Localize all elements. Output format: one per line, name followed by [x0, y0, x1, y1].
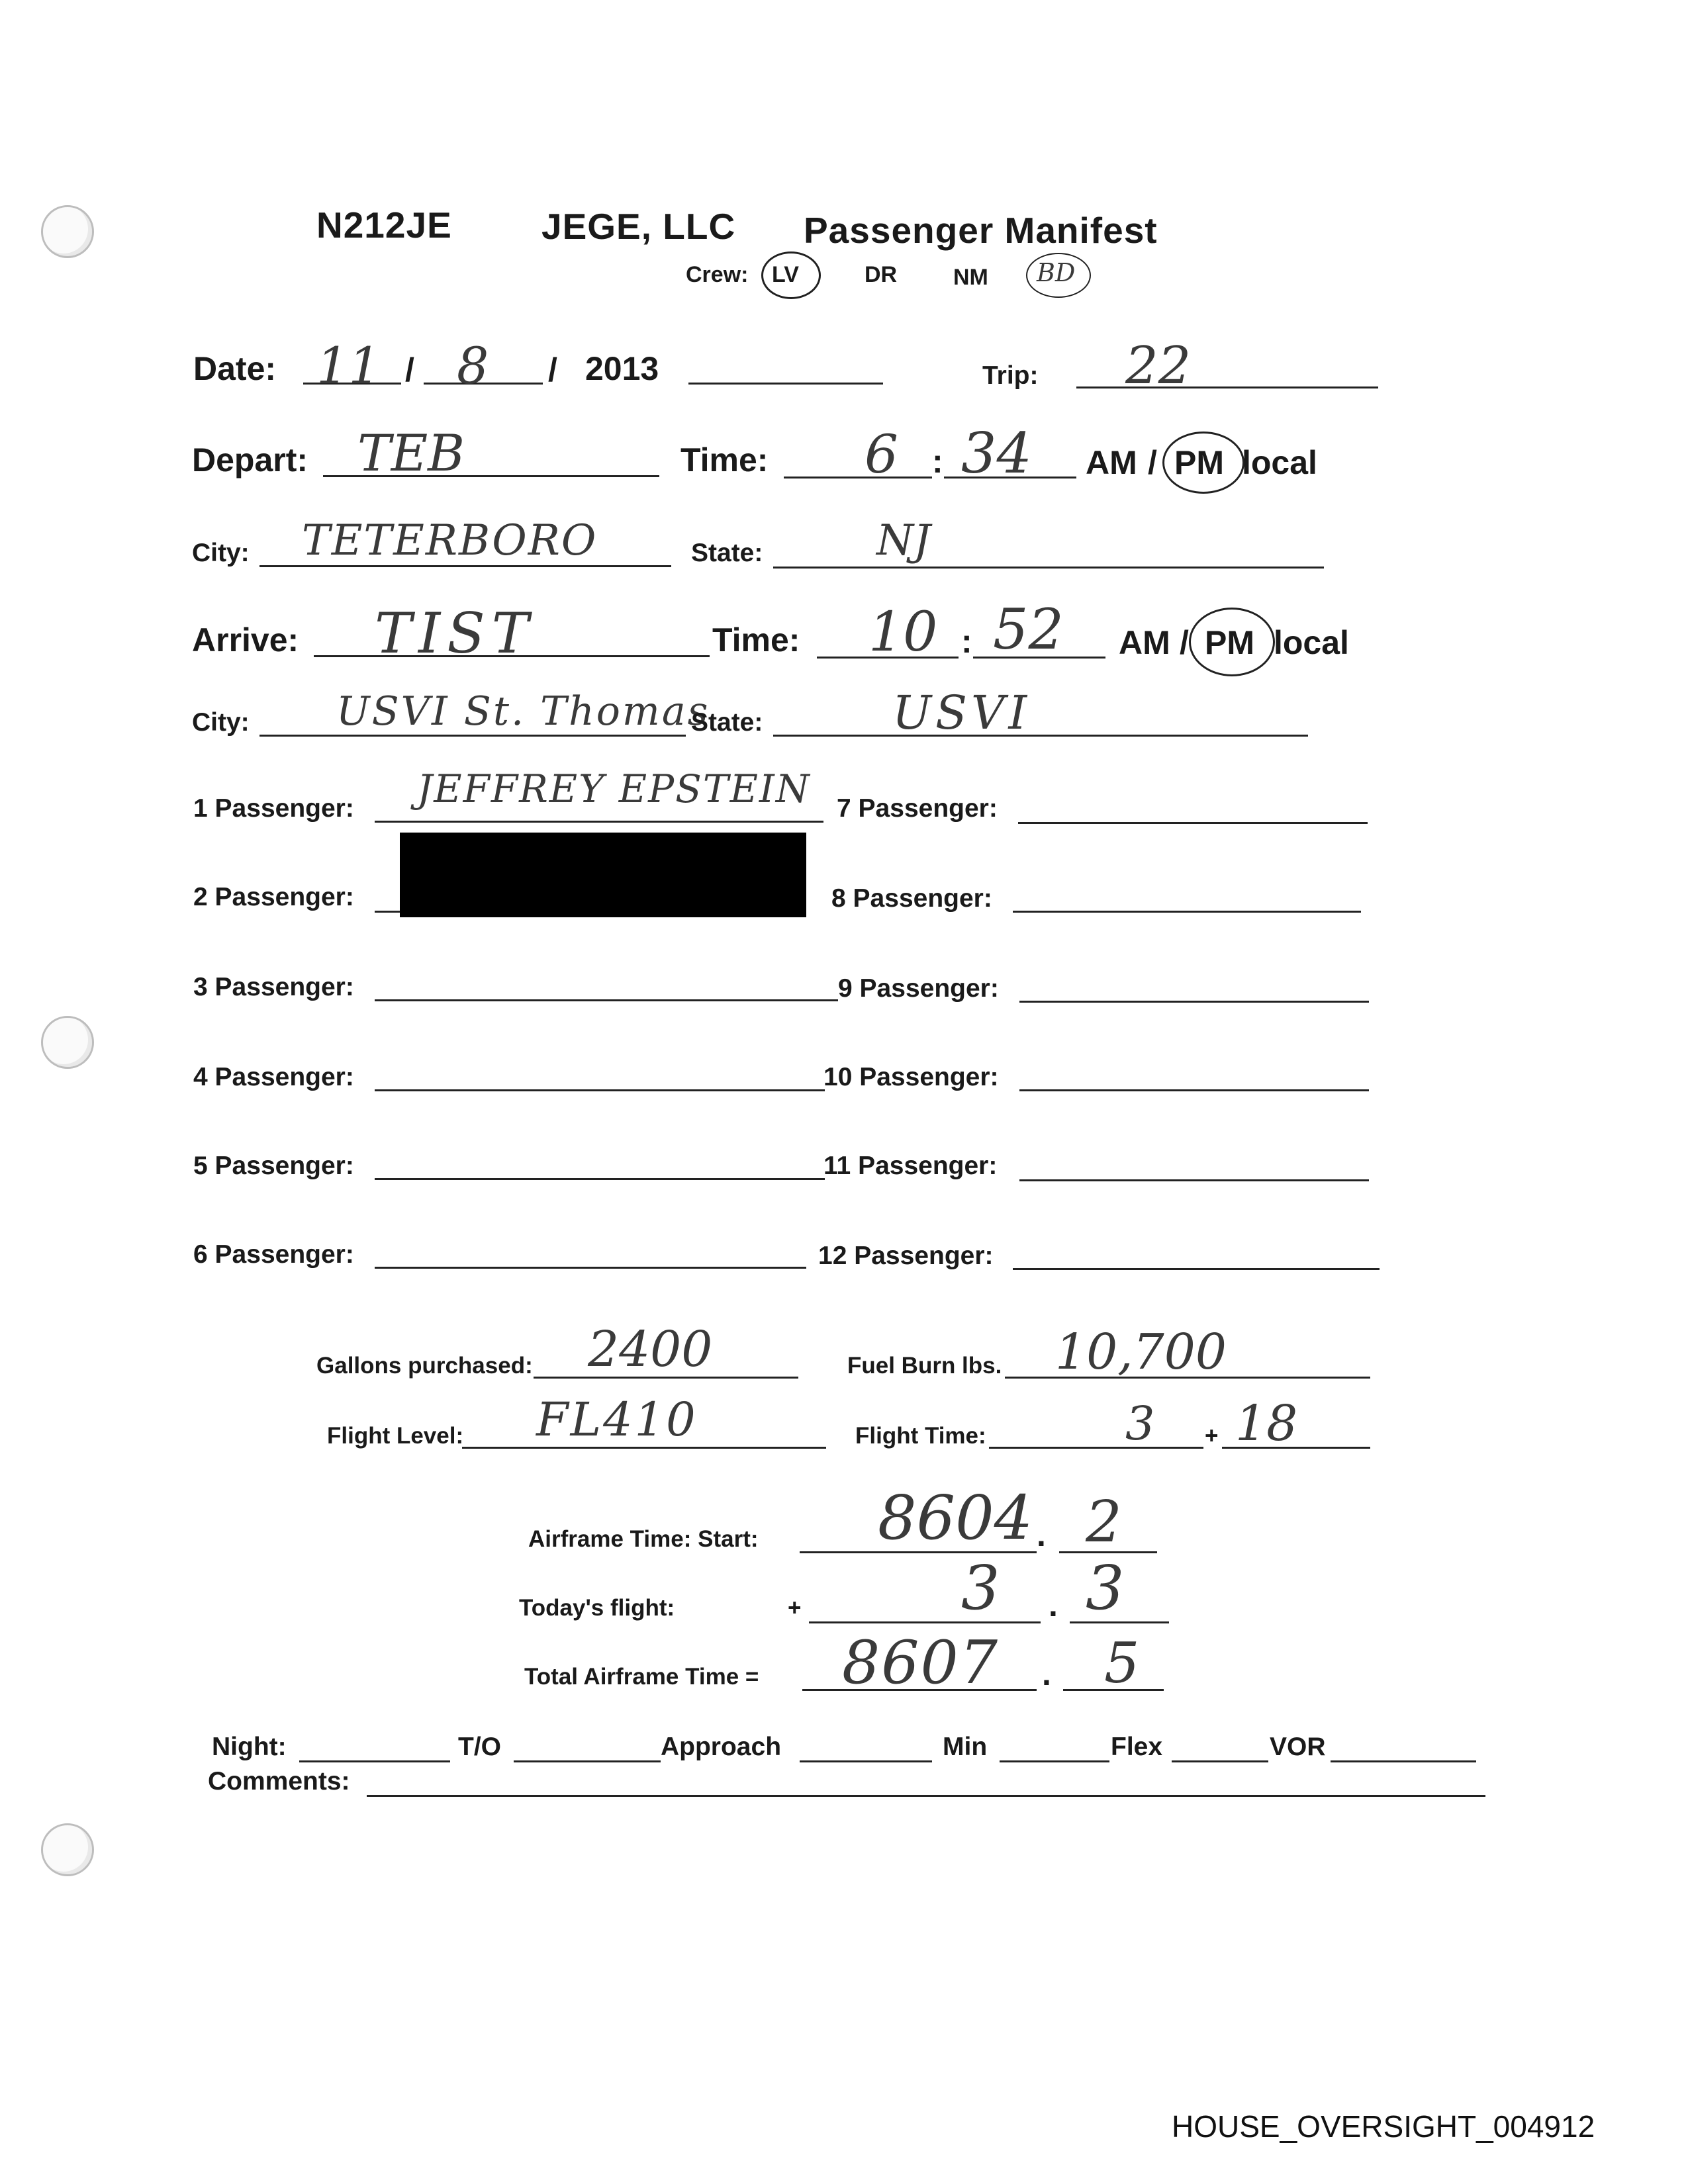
passenger-10-label: 10 Passenger: — [823, 1063, 999, 1091]
arrive-local: local — [1274, 624, 1349, 661]
trip-line — [1076, 387, 1378, 388]
flight-time-hours-line — [989, 1447, 1203, 1449]
arrive-pm-circle — [1189, 608, 1275, 676]
gallons-label: Gallons purchased: — [316, 1353, 533, 1379]
airframe-start-dot: . — [1037, 1516, 1046, 1553]
depart-hour: 6 — [865, 424, 898, 485]
bates-number: HOUSE_OVERSIGHT_004912 — [1172, 2109, 1595, 2144]
arrive-state-value: USVI — [892, 686, 1031, 740]
crew-bd-handwritten: BD — [1037, 258, 1076, 287]
airframe-start-whole: 8604 — [878, 1482, 1033, 1553]
arrive-state-label: State: — [691, 708, 763, 737]
binder-hole-middle — [41, 1016, 94, 1069]
passenger-6-line — [375, 1267, 806, 1269]
date-year-line — [688, 383, 883, 385]
passenger-2-redaction — [400, 833, 806, 917]
flight-time-hours: 3 — [1125, 1396, 1155, 1451]
depart-state-label: State: — [691, 539, 763, 567]
date-slash-2: / — [548, 351, 557, 388]
night-label: Night: — [212, 1733, 287, 1761]
passenger-4-label: 4 Passenger: — [193, 1063, 354, 1091]
min-label: Min — [943, 1733, 988, 1761]
approach-line — [800, 1760, 932, 1762]
arrive-slash: / — [1180, 624, 1189, 661]
flight-time-plus: + — [1205, 1423, 1219, 1449]
depart-pm-circle — [1162, 432, 1244, 494]
depart-time-label: Time: — [680, 441, 769, 478]
crew-nm: NM — [953, 265, 988, 290]
night-line — [299, 1760, 450, 1762]
depart-value: TEB — [357, 424, 465, 482]
gallons-value: 2400 — [588, 1321, 713, 1378]
arrive-value: TIST — [375, 601, 536, 666]
flight-time-minutes: 18 — [1235, 1395, 1298, 1452]
crew-lv: LV — [772, 262, 799, 287]
todays-flight-tenth: 3 — [1086, 1553, 1125, 1623]
passenger-8-label: 8 Passenger: — [831, 884, 992, 913]
passenger-8-line — [1013, 911, 1361, 913]
depart-label: Depart: — [192, 441, 308, 478]
date-slash-1: / — [405, 351, 414, 388]
depart-city-value: TETERBORO — [302, 516, 598, 565]
date-year: 2013 — [585, 350, 659, 387]
arrive-time-label: Time: — [712, 621, 800, 659]
passenger-1-line — [375, 821, 823, 823]
passenger-6-label: 6 Passenger: — [193, 1240, 354, 1269]
passenger-9-label: 9 Passenger: — [838, 974, 999, 1003]
passenger-4-line — [375, 1089, 825, 1091]
depart-minute: 34 — [961, 421, 1032, 486]
passenger-5-line — [375, 1178, 825, 1180]
fuel-burn-value: 10,700 — [1055, 1324, 1227, 1381]
passenger-10-line — [1019, 1089, 1369, 1091]
tail-number: N212JE — [316, 205, 452, 246]
passenger-3-line — [375, 999, 838, 1001]
passenger-1-label: 1 Passenger: — [193, 794, 354, 823]
depart-local: local — [1242, 444, 1317, 481]
depart-city-label: City: — [192, 539, 250, 567]
crew-lv-circle — [761, 251, 821, 299]
arrive-pm: PM — [1205, 624, 1254, 661]
passenger-5-label: 5 Passenger: — [193, 1152, 354, 1180]
binder-hole-bottom — [41, 1823, 94, 1876]
arrive-state-line — [773, 735, 1308, 737]
crew-label: Crew: — [686, 262, 749, 287]
approach-label: Approach — [661, 1733, 782, 1761]
to-line — [514, 1760, 661, 1762]
airframe-start-tenth: 2 — [1086, 1489, 1122, 1555]
depart-city-line — [259, 565, 671, 567]
comments-label: Comments: — [208, 1767, 350, 1796]
passenger-7-label: 7 Passenger: — [837, 794, 998, 823]
company-name: JEGE, LLC — [541, 206, 736, 247]
passenger-12-label: 12 Passenger: — [818, 1242, 994, 1270]
passenger-11-label: 11 Passenger: — [823, 1152, 998, 1180]
depart-am: AM — [1086, 444, 1137, 481]
flight-level-label: Flight Level: — [327, 1423, 464, 1449]
comments-line — [367, 1795, 1485, 1797]
depart-state-line — [773, 567, 1324, 569]
passenger-9-line — [1019, 1001, 1369, 1003]
airframe-start-label: Airframe Time: Start: — [528, 1526, 759, 1552]
arrive-city-value: USVI St. Thomas — [336, 688, 710, 735]
passenger-3-label: 3 Passenger: — [193, 973, 354, 1001]
passenger-11-line — [1019, 1179, 1369, 1181]
binder-hole-top — [41, 205, 94, 258]
passenger-7-line — [1018, 822, 1368, 824]
todays-flight-whole-line — [809, 1621, 1041, 1623]
depart-state-value: NJ — [876, 516, 931, 565]
arrive-hour: 10 — [868, 601, 938, 664]
depart-pm: PM — [1174, 444, 1224, 481]
depart-time-colon: : — [932, 443, 943, 480]
vor-line — [1331, 1760, 1476, 1762]
todays-flight-dot: . — [1049, 1586, 1058, 1623]
todays-flight-whole: 3 — [961, 1553, 1000, 1623]
document-title: Passenger Manifest — [804, 210, 1158, 251]
to-label: T/O — [458, 1733, 501, 1761]
crew-dr: DR — [865, 262, 898, 287]
arrive-am: AM — [1119, 624, 1170, 661]
arrive-time-colon: : — [961, 623, 972, 660]
total-airframe-dot: . — [1042, 1655, 1051, 1692]
total-airframe-whole: 8607 — [842, 1628, 1000, 1698]
flight-level-value: FL410 — [536, 1392, 698, 1447]
flight-level-line — [462, 1447, 826, 1449]
fuel-burn-label: Fuel Burn lbs. — [847, 1353, 1002, 1379]
flight-time-label: Flight Time: — [855, 1423, 986, 1449]
arrive-minute: 52 — [993, 597, 1064, 662]
flex-label: Flex — [1111, 1733, 1163, 1761]
passenger-1-value: JEFFREY EPSTEIN — [417, 766, 811, 811]
flex-line — [1172, 1760, 1268, 1762]
date-day: 8 — [457, 336, 489, 395]
min-line — [1000, 1760, 1109, 1762]
crew-bd-circle — [1026, 253, 1091, 298]
trip-value: 22 — [1125, 336, 1192, 396]
date-month: 11 — [316, 336, 381, 395]
arrive-city-line — [259, 735, 686, 737]
todays-flight-label: Today's flight: — [519, 1595, 675, 1621]
arrive-city-label: City: — [192, 708, 250, 737]
total-airframe-label: Total Airframe Time = — [524, 1664, 759, 1690]
total-airframe-tenth: 5 — [1104, 1631, 1140, 1696]
vor-label: VOR — [1270, 1733, 1326, 1761]
date-label: Date: — [193, 350, 277, 387]
trip-label: Trip: — [982, 361, 1039, 390]
passenger-12-line — [1013, 1268, 1380, 1270]
todays-flight-plus: + — [788, 1595, 802, 1621]
arrive-label: Arrive: — [192, 621, 299, 659]
passenger-2-label: 2 Passenger: — [193, 883, 354, 911]
depart-slash: / — [1148, 444, 1157, 481]
depart-hour-line — [784, 477, 932, 478]
